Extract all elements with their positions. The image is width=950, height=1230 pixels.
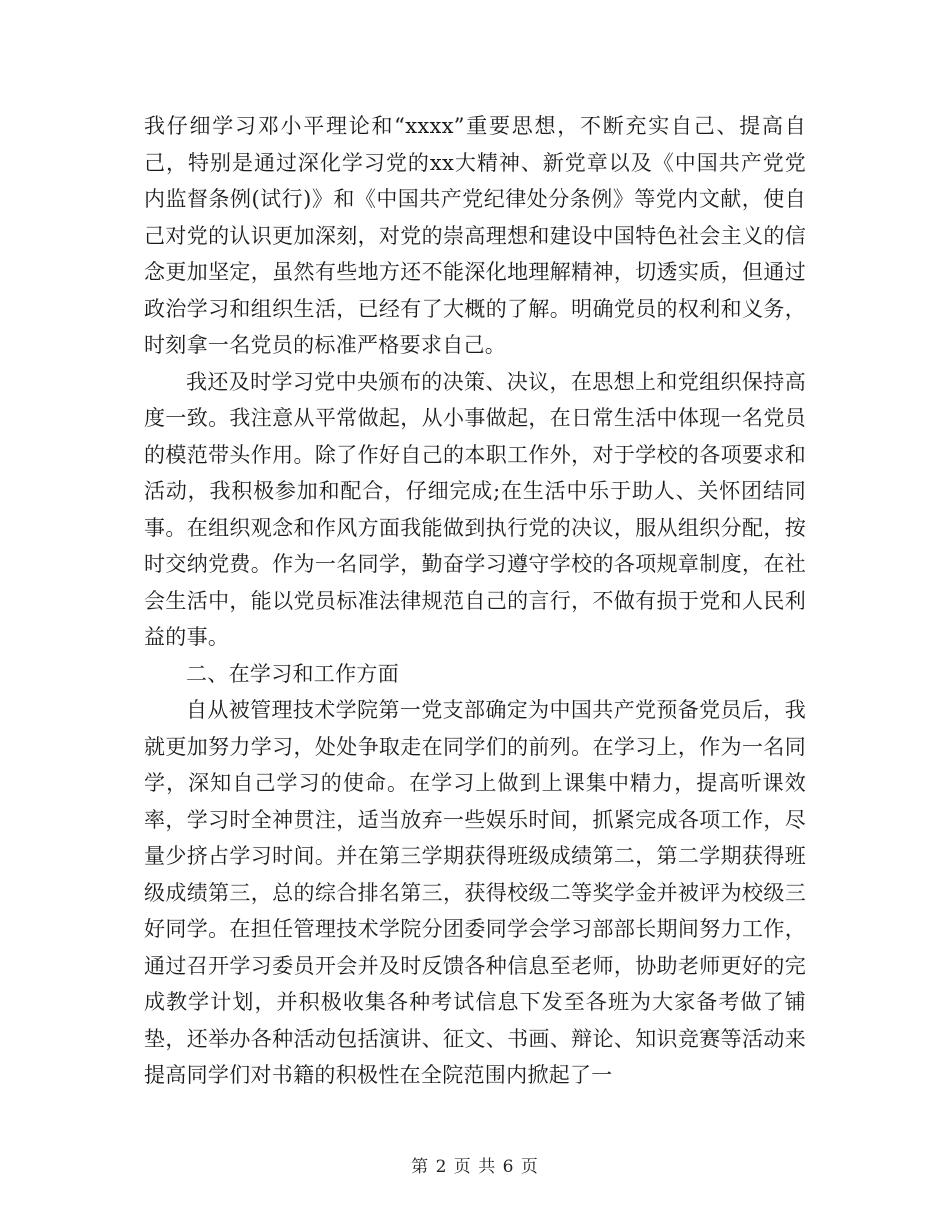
page-number-footer: 第 2 页 共 6 页 [411, 1157, 539, 1177]
paragraph-2: 我还及时学习党中央颁布的决策、决议，在思想上和党组织保持高度一致。我注意从平常做起，从小事做起，在日常生活中体现一名党员的模范带头作用。除了作好自己的本职工作外，对于学校的各项要求和活动，我积极参加和配合，仔细完成;在生活中乐于助人、关怀团结同事。在组织观念和作风方面我能做到执行党的决议，服从组织分配，按时交纳党费。作为一名同学，勤奋学习遵守学校的各项规章制度，在社会生活中，能以党员标准法律规范自己的言行，不做有损于党和人民利益的事。 [144, 369, 806, 649]
document-body [144, 108, 806, 1094]
paragraph-3: 自从被管理技术学院第一党支部确定为中国共产党预备党员后，我就更加努力学习，处处争取走在同学们的前列。在学习上，作为一名同学，深知自己学习的使命。在学习上做到上课集中精力，提高听课效率，学习时全神贯注，适当放弃一些娱乐时间，抓紧完成各项工作，尽量少挤占学习时间。并在第三学期获得班级成绩第二，第二学期获得班级成绩第三，总的综合排名第三，获得校级二等奖学金并被评为校级三好同学。在担任管理技术学院分团委同学会学习部部长期间努力工作，通过召开学习委员开会并及时反馈各种信息至老师，协助老师更好的完成教学计划，并积极收集各种考试信息下发至各班为大家备考做了铺垫，还举办各种活动包括演讲、征文、书画、辩论、知识竞赛等活动来提高同学们对书籍的积极性在全院范围内掀起了一 [144, 698, 806, 1087]
paragraph-1: 我仔细学习邓小平理论和“xxxx”重要思想，不断充实自己、提高自己，特别是通过深化学习党的xx大精神、新党章以及《中国共产党党内监督条例(试行)》和《中国共产党纪律处分条例》等党内文献，使自己对党的认识更加深刻，对党的崇高理想和建设中国特色社会主义的信念更加坚定，虽然有些地方还不能深化地理解精神，切透实质，但通过政治学习和组织生活，已经有了大概的了解。明确党员的权利和义务，时刻拿一名党员的标准严格要求自己。 [144, 114, 806, 357]
section-heading: 二、在学习和工作方面 [186, 661, 399, 686]
